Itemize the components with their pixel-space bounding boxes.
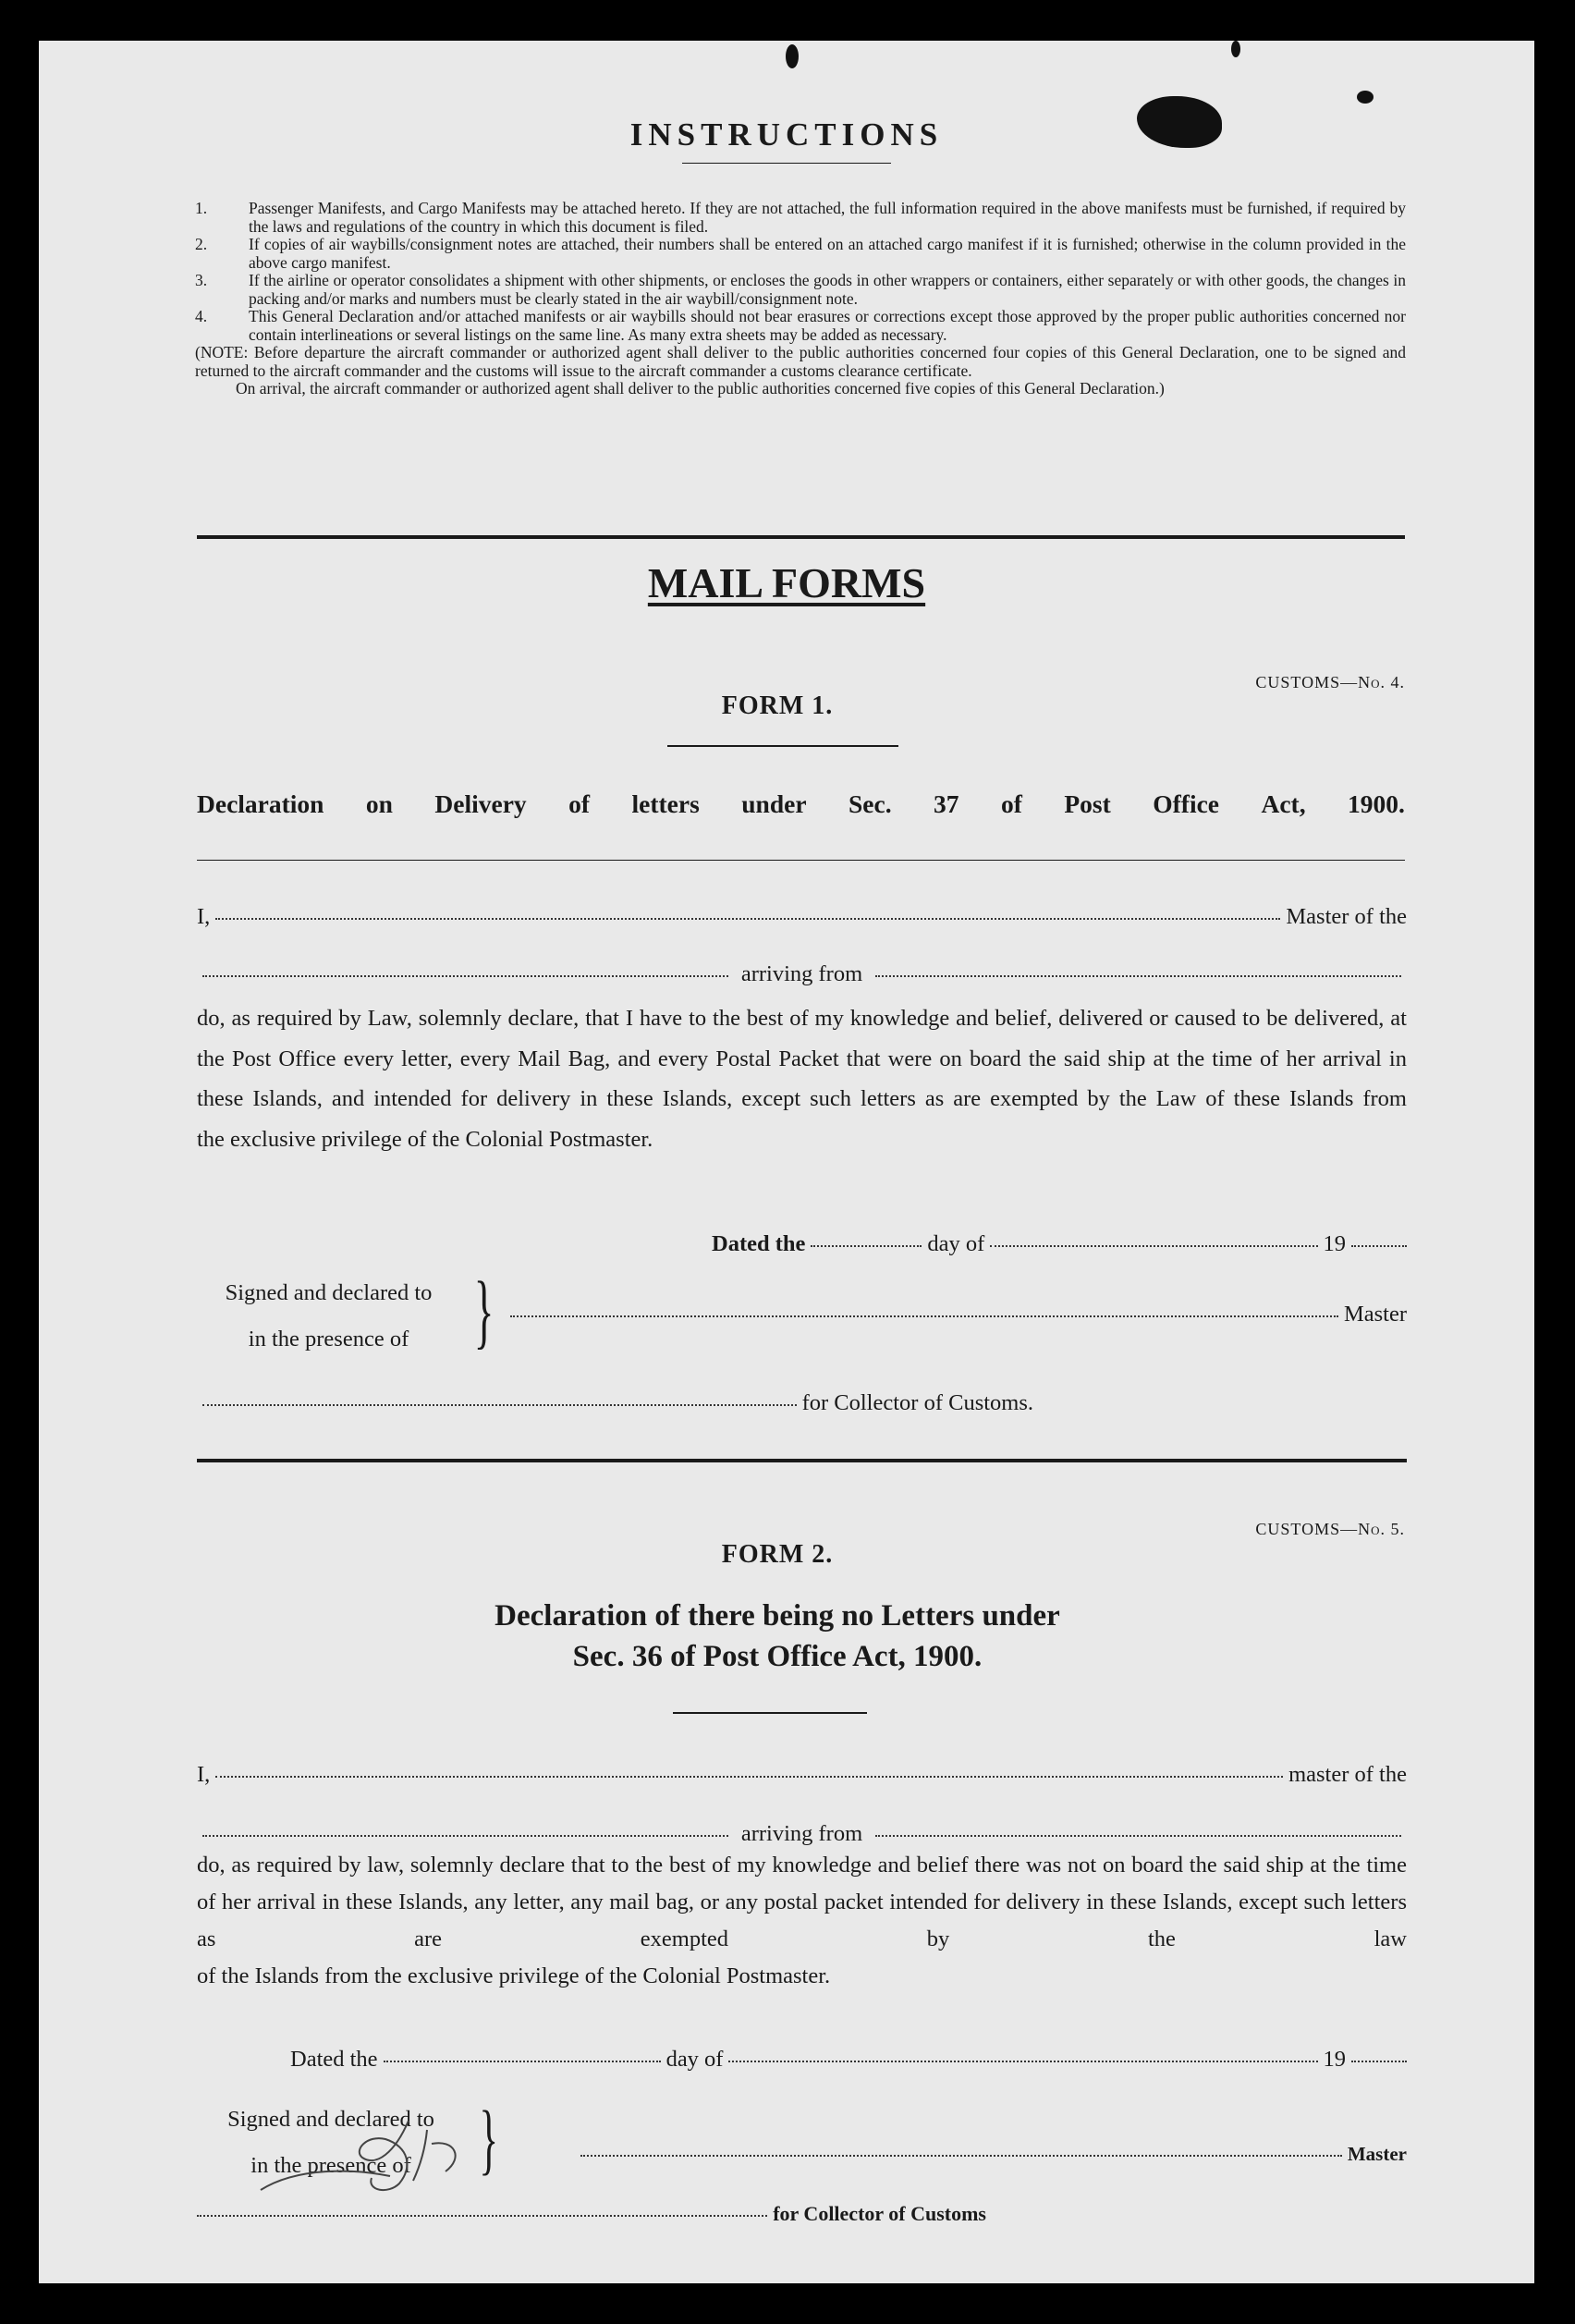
form2-master-signature-line: Master — [575, 2143, 1407, 2166]
ship-name-field[interactable] — [202, 975, 728, 977]
mail-forms-title: MAIL FORMS — [647, 559, 926, 606]
form1-arriving-line: arriving from — [197, 961, 1407, 987]
collector-signature-field[interactable] — [202, 1404, 797, 1406]
form2-body: do, as required by law, solemnly declare that to the best of my knowledge and belief there was not on board the said ship at the time of her arrival in these Islands, any letter, any mail bag, or any postal packet intended for delivery in these Islands, except such letters as are exempted by the law of the Islands from the exclusive privilege of the Colonial Postmaster. — [197, 1853, 1407, 1988]
date-year-field[interactable] — [1351, 2061, 1407, 2062]
section-divider — [197, 535, 1405, 539]
form-divider — [197, 1459, 1407, 1462]
form2-dated-line: Dated the day of 19 — [290, 2047, 1407, 2073]
title-word: 1900. — [1348, 789, 1405, 818]
arriving-from-field[interactable] — [875, 1835, 1401, 1837]
form1-title-rule — [197, 860, 1405, 861]
form2-arriving-line: arriving from — [197, 1821, 1407, 1847]
form1-dated-line: Dated the day of 19 — [712, 1231, 1407, 1257]
brace-icon: } — [473, 1266, 494, 1357]
form2-collector-line: for Collector of Customs — [191, 2202, 986, 2226]
arriving-from-field[interactable] — [875, 975, 1401, 977]
title-word: Delivery — [434, 789, 527, 818]
heading-underline — [682, 163, 891, 164]
instruction-item: 4. This General Declaration and/or attached manifests or air waybills should not bear erasures or corrections except those approved by the proper public authorities concerned nor contain interlineations or several listings on the same line. As many extra sheets may be added as necessary. — [195, 307, 1406, 344]
date-month-field[interactable] — [990, 1245, 1317, 1247]
handwritten-signature — [177, 2102, 566, 2204]
form1-customs-number: CUSTOMS—No. 4. — [1255, 673, 1405, 691]
instruction-item: 3. If the airline or operator consolidates a shipment with other shipments, or encloses the goods in other wrappers or containers, either separately or with other goods, the changes in packing and/or marks and numbers must be clearly stated in the air waybill/consignment note. — [195, 271, 1406, 308]
brace-icon: } — [479, 2094, 498, 2183]
ship-name-field[interactable] — [202, 1835, 728, 1837]
form1-label: FORM 1. — [721, 691, 834, 720]
form2-customs-number: CUSTOMS—No. 5. — [1255, 1520, 1405, 1538]
date-day-field[interactable] — [811, 1245, 922, 1247]
form2-title: Declaration of there being no Letters under Sec. 36 of Post Office Act, 1900. — [494, 1599, 1060, 1673]
title-word: Post — [1064, 789, 1111, 818]
instructions-heading: INSTRUCTIONS — [629, 116, 944, 153]
title-word: of — [568, 789, 591, 818]
form1-signed-label: Signed and declared to in the presence of — [225, 1280, 433, 1352]
title-word: Sec. — [849, 789, 892, 818]
master-signature-field[interactable] — [510, 1315, 1338, 1317]
form1-master-signature-line: Master — [505, 1302, 1407, 1327]
form1-collector-line: for Collector of Customs. — [197, 1390, 1033, 1416]
title-word: Act, — [1261, 789, 1306, 818]
form1-label-rule — [667, 745, 898, 747]
form2-master-line: I, master of the — [197, 1762, 1407, 1787]
date-month-field[interactable] — [728, 2061, 1317, 2062]
form2-label: FORM 2. — [721, 1540, 834, 1569]
ink-speck — [1357, 91, 1374, 104]
title-word: of — [1001, 789, 1022, 818]
title-word: under — [741, 789, 807, 818]
title-word: on — [365, 789, 393, 818]
date-year-field[interactable] — [1351, 1245, 1407, 1247]
title-word: Office — [1153, 789, 1220, 818]
master-name-field[interactable] — [215, 1776, 1283, 1778]
instructions-list — [195, 200, 1406, 398]
title-word: Declaration — [197, 789, 324, 818]
master-name-field[interactable] — [215, 918, 1280, 920]
ink-speck — [1231, 41, 1240, 57]
master-signature-field[interactable] — [580, 2155, 1342, 2157]
instruction-note: (NOTE: Before departure the aircraft commander or authorized agent shall deliver to the public authorities concerned four copies of this General Declaration, one to be signed and returned to the aircraft commander and the customs will issue to the aircraft commander a customs clearance certificate. On arrival, the aircraft commander or authorized agent shall deliver to the public authorities concerned five copies of this General Declaration.) — [195, 343, 1406, 398]
document-page — [39, 41, 1534, 2283]
instruction-item: 2. If copies of air waybills/consignment notes are attached, their numbers shall be entered on an attached cargo manifest if it is furnished; otherwise in the column provided in the above cargo manifest. — [195, 235, 1406, 272]
date-day-field[interactable] — [384, 2061, 661, 2062]
form2-signed-label: Signed and declared to in the presence of — [227, 2107, 434, 2178]
form1-body: do, as required by Law, solemnly declare, that I have to the best of my knowledge and belief, delivered or caused to be delivered, at the Post Office every letter, every Mail Bag, and every Postal Packet that were on board the said ship at the time of her arrival in these Islands, and intended for delivery in these Islands, except such letters as are exempted by the Law of these Islands from the exclusive privilege of the Colonial Postmaster. — [197, 1006, 1407, 1152]
form1-master-line: I, Master of the — [197, 904, 1407, 929]
title-word: letters — [631, 789, 700, 818]
title-word: 37 — [934, 789, 959, 818]
collector-signature-field[interactable] — [197, 2215, 767, 2217]
ink-speck — [786, 44, 799, 68]
instruction-item: 1. Passenger Manifests, and Cargo Manifests may be attached hereto. If they are not attached, the full information required in the above manifests must be furnished, if required by the laws and regulations of the country in which this document is filed. — [195, 199, 1406, 236]
form2-title-rule — [673, 1712, 867, 1714]
form1-title — [197, 789, 1405, 819]
